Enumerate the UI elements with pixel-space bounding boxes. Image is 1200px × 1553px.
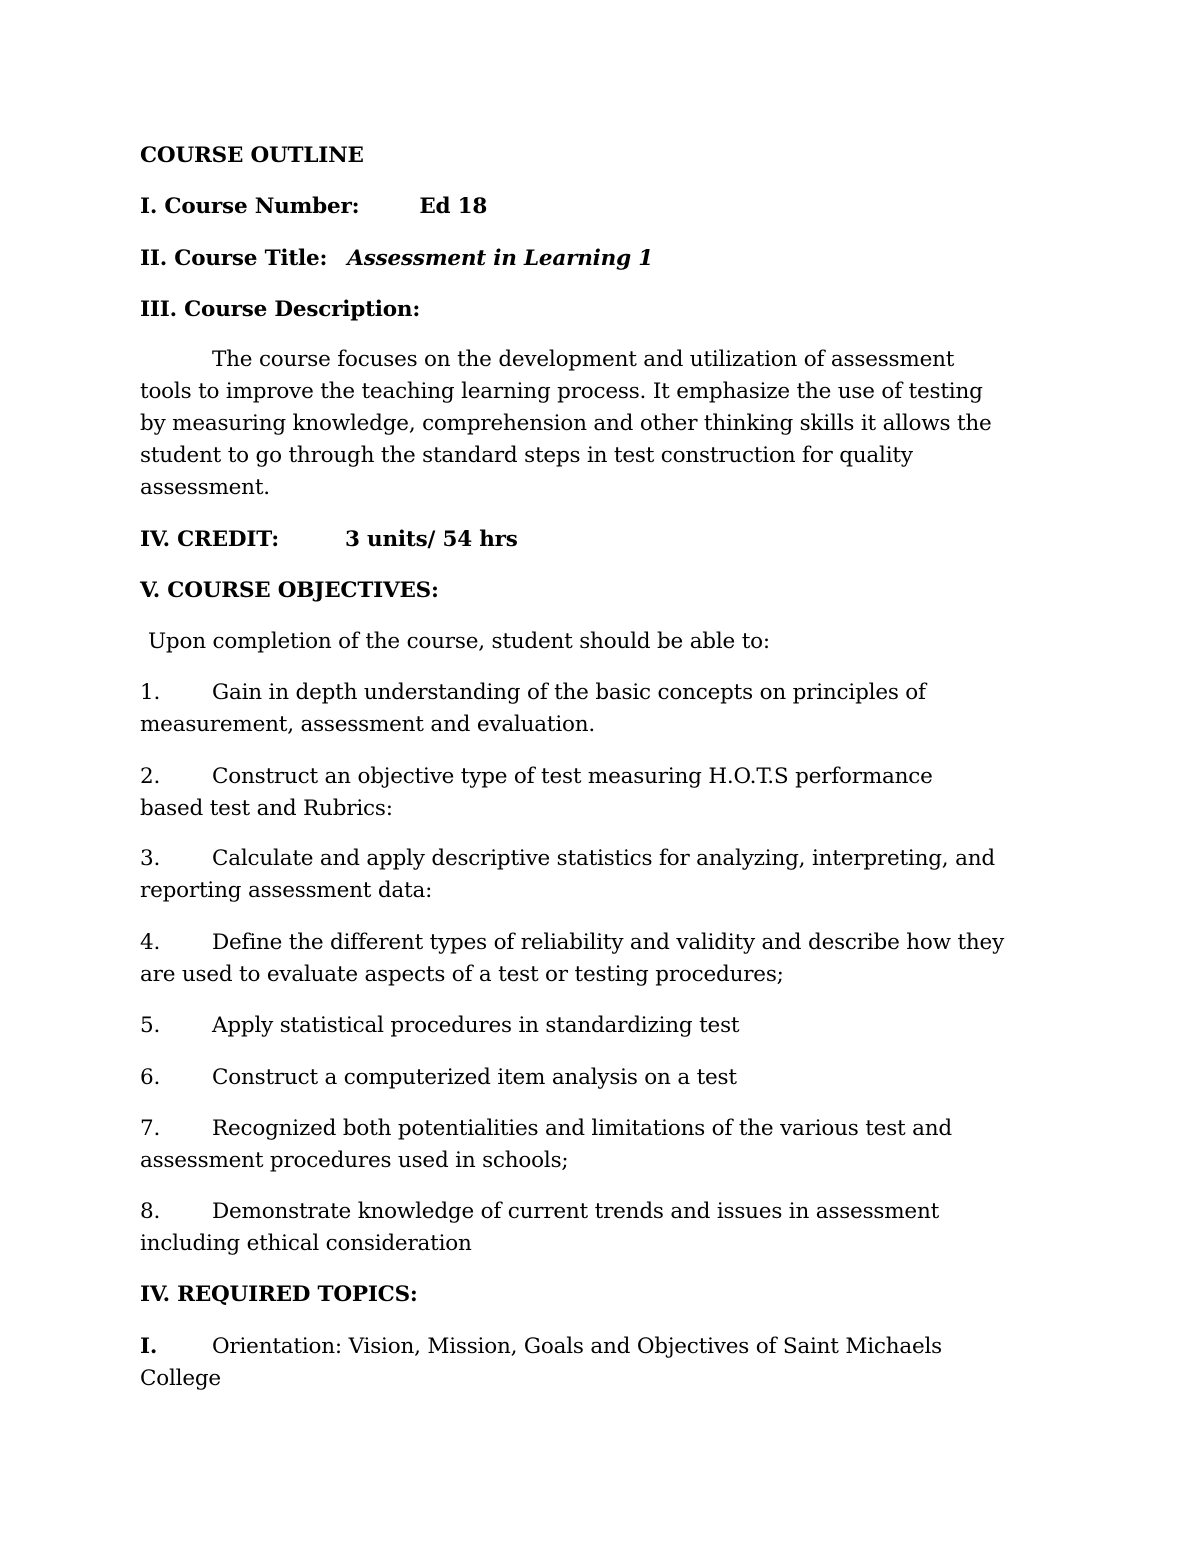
objective-text: Construct a computerized item analysis on a test (212, 1065, 737, 1090)
objective-number: 2. (140, 764, 161, 789)
course-description-line: tools to improve the teaching learning process. It emphasize the use of testing (140, 379, 983, 404)
objective-number: 8. (140, 1199, 161, 1224)
course-title-label: II. Course Title: (140, 246, 328, 271)
course-number-value: Ed 18 (419, 194, 488, 219)
objective-item (140, 761, 933, 793)
course-title-value: Assessment in Learning 1 (347, 246, 653, 271)
course-number-label: I. Course Number: (140, 194, 360, 219)
objective-item (140, 1113, 952, 1145)
objective-number: 3. (140, 846, 161, 871)
course-title-row (140, 243, 653, 275)
objective-number: 5. (140, 1013, 161, 1038)
course-description-line: The course focuses on the development and utilization of assessment (212, 347, 955, 372)
objective-text: Recognized both potentialities and limitations of the various test and (212, 1116, 952, 1141)
topic-text: Orientation: Vision, Mission, Goals and Objectives of Saint Michaels (212, 1334, 943, 1359)
course-description-line: by measuring knowledge, comprehension and other thinking skills it allows the (140, 411, 992, 436)
objective-number: 4. (140, 930, 161, 955)
topic-text-continued: College (140, 1366, 221, 1391)
objectives-intro: Upon completion of the course, student should be able to: (148, 629, 770, 654)
objective-item (140, 1196, 939, 1228)
objective-item (140, 677, 926, 709)
objective-text: Apply statistical procedures in standardizing test (212, 1013, 740, 1038)
objective-text-continued: reporting assessment data: (140, 878, 433, 903)
objective-item (140, 1062, 737, 1094)
objective-text: Calculate and apply descriptive statistics for analyzing, interpreting, and (212, 846, 995, 871)
credit-row (140, 524, 518, 556)
credit-value: 3 units/ 54 hrs (345, 527, 518, 552)
document-title: COURSE OUTLINE (140, 143, 364, 168)
objectives-label: V. COURSE OBJECTIVES: (140, 578, 439, 603)
objective-item (140, 843, 995, 875)
required-topics-label: IV. REQUIRED TOPICS: (140, 1282, 418, 1307)
credit-label: IV. CREDIT: (140, 527, 279, 552)
objective-item (140, 927, 1004, 959)
topic-number: I. (140, 1334, 158, 1359)
objective-text: Demonstrate knowledge of current trends and issues in assessment (212, 1199, 940, 1224)
objective-text-continued: based test and Rubrics: (140, 796, 393, 821)
course-number-row (140, 191, 487, 223)
objective-text-continued: assessment procedures used in schools; (140, 1148, 569, 1173)
objective-number: 7. (140, 1116, 161, 1141)
course-description-line: assessment. (140, 475, 270, 500)
objective-text-continued: are used to evaluate aspects of a test or testing procedures; (140, 962, 784, 987)
objective-item (140, 1010, 739, 1042)
objective-text: Define the different types of reliability and validity and describe how they (212, 930, 1005, 955)
objective-text: Construct an objective type of test measuring H.O.T.S performance (212, 764, 933, 789)
topic-item (140, 1331, 942, 1363)
course-description-label: III. Course Description: (140, 297, 421, 322)
course-description-line: student to go through the standard steps in test construction for quality (140, 443, 913, 468)
objective-text-continued: measurement, assessment and evaluation. (140, 712, 596, 737)
objective-text-continued: including ethical consideration (140, 1231, 472, 1256)
objective-text: Gain in depth understanding of the basic concepts on principles of (212, 680, 926, 705)
objective-number: 6. (140, 1065, 161, 1090)
objective-number: 1. (140, 680, 161, 705)
